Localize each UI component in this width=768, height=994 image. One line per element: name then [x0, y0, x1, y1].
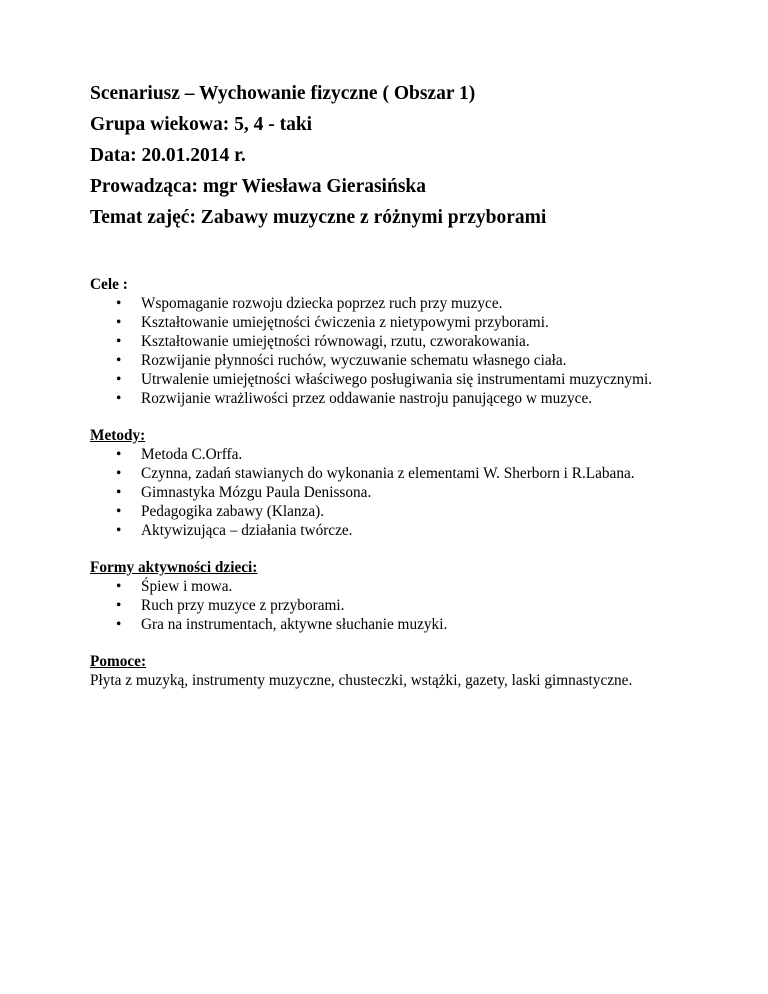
section-metody: [90, 426, 673, 540]
section-cele: [90, 275, 673, 408]
list-item: [90, 332, 673, 351]
pomoce-text: Płyta z muzyką, instrumenty muzyczne, chusteczki, wstążki, gazety, laski gimnastyczne.: [90, 672, 633, 689]
bullet-icon: •: [116, 616, 122, 633]
list-item: [90, 483, 673, 502]
list-item-text: Kształtowanie umiejętności ćwiczenia z nietypowymi przyborami.: [141, 314, 549, 331]
bullet-icon: •: [116, 522, 122, 539]
section-title-metody: Metody:: [90, 427, 146, 444]
section-formy: [90, 558, 673, 634]
bullet-icon: •: [116, 578, 122, 595]
list-item-text: Rozwijanie płynności ruchów, wyczuwanie schematu własnego ciała.: [141, 352, 567, 369]
section-pomoce: [90, 652, 673, 690]
list-item-text: Kształtowanie umiejętności równowagi, rzutu, czworakowania.: [141, 333, 530, 350]
list-item: [90, 294, 673, 313]
bullet-icon: •: [116, 390, 122, 407]
bullet-icon: •: [116, 333, 122, 350]
list-item-text: Utrwalenie umiejętności właściwego posługiwania się instrumentami muzycznymi.: [141, 371, 653, 388]
list-formy: [90, 577, 673, 634]
bullet-icon: •: [116, 352, 122, 369]
heading-prowadzaca: Prowadząca: mgr Wiesława Gierasińska: [90, 176, 427, 197]
bullet-icon: •: [116, 484, 122, 501]
list-item: [90, 464, 673, 483]
list-item: [90, 370, 673, 389]
heading-grupa-wiekowa: Grupa wiekowa: 5, 4 - taki: [90, 114, 313, 135]
list-item: [90, 596, 673, 615]
list-item-text: Ruch przy muzyce z przyborami.: [141, 597, 345, 614]
section-title-pomoce: Pomoce:: [90, 653, 147, 670]
bullet-icon: •: [116, 295, 122, 312]
list-item-text: Wspomaganie rozwoju dziecka poprzez ruch przy muzyce.: [141, 295, 503, 312]
list-item: [90, 502, 673, 521]
list-metody: [90, 445, 673, 540]
document-body: [90, 275, 673, 690]
bullet-icon: •: [116, 371, 122, 388]
list-item: [90, 615, 673, 634]
list-item-text: Śpiew i mowa.: [141, 578, 233, 595]
list-item-text: Aktywizująca – działania twórcze.: [141, 522, 353, 539]
section-title-cele: Cele :: [90, 276, 128, 293]
list-item: [90, 313, 673, 332]
document-page: [90, 82, 673, 690]
list-item: [90, 577, 673, 596]
heading-data: Data: 20.01.2014 r.: [90, 145, 246, 166]
list-item: [90, 521, 673, 540]
list-item-text: Czynna, zadań stawianych do wykonania z elementami W. Sherborn i R.Labana.: [141, 465, 635, 482]
list-item-text: Gra na instrumentach, aktywne słuchanie muzyki.: [141, 616, 448, 633]
section-title-formy: Formy aktywności dzieci:: [90, 559, 258, 576]
list-item-text: Rozwijanie wrażliwości przez oddawanie nastroju panującego w muzyce.: [141, 390, 593, 407]
bullet-icon: •: [116, 465, 122, 482]
bullet-icon: •: [116, 597, 122, 614]
heading-scenariusz: Scenariusz – Wychowanie fizyczne ( Obszar 1): [90, 83, 476, 104]
bullet-icon: •: [116, 503, 122, 520]
list-item: [90, 389, 673, 408]
list-item: [90, 445, 673, 464]
bullet-icon: •: [116, 446, 122, 463]
document-header: [90, 82, 673, 230]
heading-temat: Temat zajęć: Zabawy muzyczne z różnymi przyborami: [90, 207, 547, 228]
list-item-text: Gimnastyka Mózgu Paula Denissona.: [141, 484, 372, 501]
list-item-text: Metoda C.Orffa.: [141, 446, 243, 463]
list-cele: [90, 294, 673, 408]
list-item-text: Pedagogika zabawy (Klanza).: [141, 503, 325, 520]
bullet-icon: •: [116, 314, 122, 331]
list-item: [90, 351, 673, 370]
